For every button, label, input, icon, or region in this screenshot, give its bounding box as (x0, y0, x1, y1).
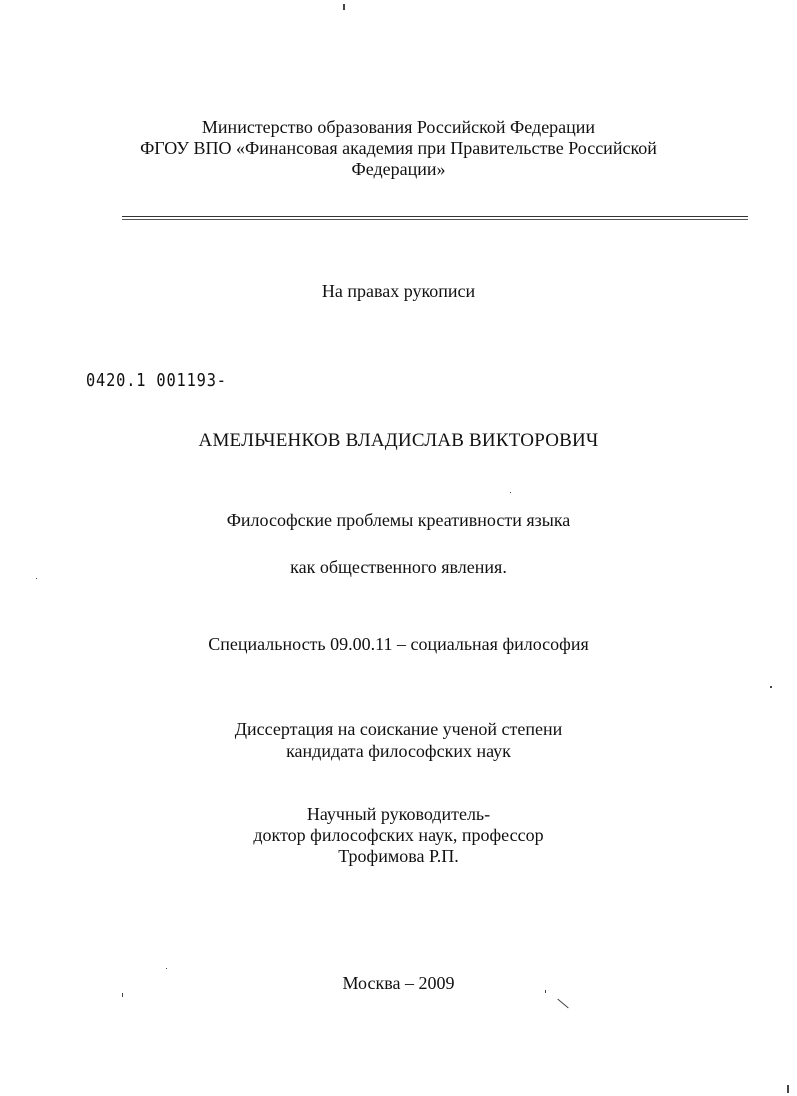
scan-speck (770, 686, 772, 688)
header-divider (122, 216, 748, 217)
scan-speck (510, 492, 511, 493)
manuscript-note: На правах рукописи (321, 281, 476, 301)
author-name: АМЕЛЬЧЕНКОВ ВЛАДИСЛАВ ВИКТОРОВИЧ (198, 430, 599, 451)
institution-line-2: Федерации» (351, 159, 446, 179)
city-year: Москва – 2009 (342, 973, 455, 993)
supervisor-line-2: доктор философских наук, профессор (253, 825, 544, 845)
archive-stamp-number: 0420.1 001193- (86, 370, 227, 391)
scan-speck (166, 968, 167, 969)
header-divider-second (122, 219, 748, 220)
title-line-1: Философские проблемы креативности языка (226, 510, 571, 530)
scan-mark (557, 999, 568, 1009)
scan-speck (36, 578, 37, 579)
scan-mark (787, 1085, 789, 1093)
supervisor-line-3: Трофимова Р.П. (338, 846, 459, 866)
scan-mark (343, 4, 345, 10)
supervisor-line-1: Научный руководитель- (306, 804, 491, 824)
scan-speck (545, 990, 546, 993)
degree-line-1: Диссертация на соискание ученой степени (234, 719, 563, 739)
degree-line-2: кандидата философских наук (286, 741, 511, 761)
title-line-2: как общественного явления. (290, 557, 507, 577)
ministry-line: Министерство образования Российской Федерации (201, 117, 596, 137)
institution-line-1: ФГОУ ВПО «Финансовая академия при Правительстве Российской (140, 138, 657, 158)
specialty: Специальность 09.00.11 – социальная философия (208, 634, 589, 654)
scan-speck (122, 993, 123, 997)
